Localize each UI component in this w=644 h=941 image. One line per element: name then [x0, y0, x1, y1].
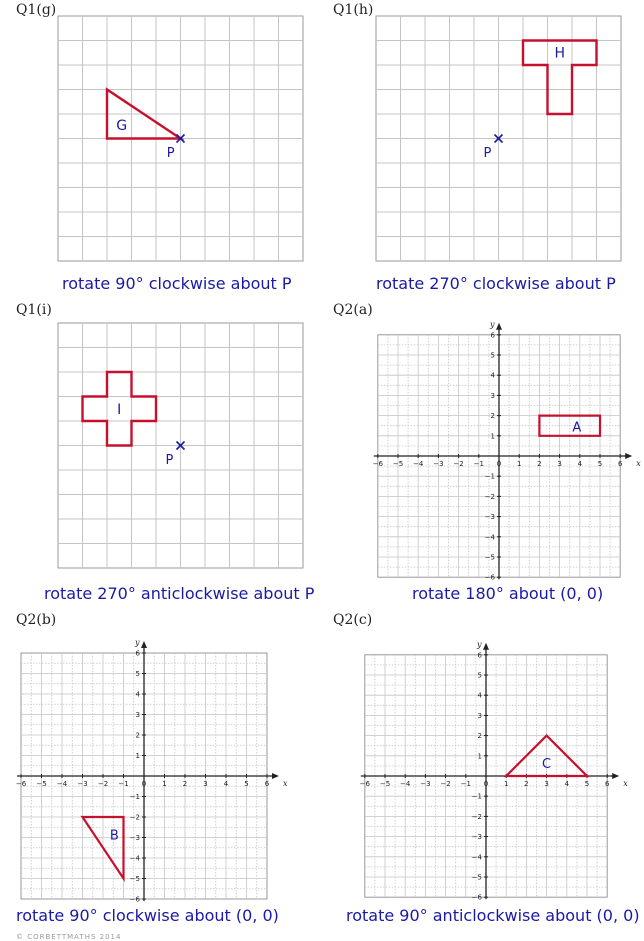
y-tick-label: −6 [471, 893, 482, 902]
x-tick-label: −4 [56, 780, 68, 788]
x-tick-label: −2 [97, 780, 109, 788]
x-axis-arrow-icon [272, 773, 279, 779]
y-tick-label: 6 [490, 331, 495, 340]
question-label-q2a: Q2(a) [333, 302, 373, 318]
x-tick-label: 0 [141, 780, 147, 788]
x-tick-label: −6 [359, 780, 370, 788]
y-axis-arrow-icon [496, 323, 502, 330]
x-tick-label: −5 [36, 780, 47, 788]
x-tick-label: 1 [162, 780, 167, 788]
x-tick-label: 3 [203, 780, 208, 788]
y-tick-label: 1 [477, 752, 482, 761]
x-tick-label: 6 [264, 780, 270, 788]
y-tick-label: 6 [135, 649, 140, 658]
y-axis-label: y [490, 319, 495, 329]
x-tick-label: −3 [77, 780, 88, 788]
x-tick-label: 2 [524, 780, 529, 788]
x-tick-label: −1 [460, 780, 471, 788]
y-tick-label: −2 [129, 813, 140, 822]
y-tick-label: −5 [129, 875, 140, 883]
x-tick-label: 5 [244, 780, 249, 788]
x-tick-label: 1 [516, 460, 522, 468]
y-tick-label: 2 [477, 732, 482, 741]
shape-label-c: C [542, 756, 552, 772]
x-tick-label: 6 [604, 780, 610, 788]
shape-label-i: I [117, 402, 122, 419]
y-tick-label: 5 [490, 351, 495, 360]
y-tick-label: 5 [135, 670, 140, 678]
footer-copyright: © CORBETTMATHS 2014 [16, 933, 122, 941]
y-axis-label: y [477, 639, 482, 649]
y-tick-label: −5 [484, 553, 495, 562]
x-tick-label: −6 [372, 460, 383, 468]
caption-q1g: rotate 90° clockwise about P [62, 274, 292, 293]
x-axis-arrow-icon [625, 453, 632, 459]
question-label-q2b: Q2(b) [16, 612, 57, 628]
y-tick-label: 3 [135, 711, 140, 719]
x-tick-label: 3 [557, 460, 562, 468]
shape-label-a: A [572, 420, 582, 436]
x-tick-label: 2 [182, 780, 188, 788]
caption-q1h: rotate 270° clockwise about P [376, 274, 616, 293]
x-axis-label: x [623, 779, 628, 788]
x-tick-label: −2 [440, 780, 451, 788]
x-tick-label: 5 [584, 780, 590, 788]
y-tick-label: −1 [484, 472, 495, 481]
y-tick-label: 6 [477, 651, 482, 660]
y-tick-label: −4 [129, 854, 140, 863]
x-tick-label: −1 [118, 780, 129, 788]
coord-grid-q2c [360, 640, 629, 902]
x-tick-label: −5 [392, 460, 404, 468]
y-tick-label: −5 [471, 873, 482, 882]
x-tick-label: −3 [420, 780, 431, 788]
y-tick-label: 5 [477, 671, 482, 680]
x-tick-label: −4 [400, 780, 411, 788]
point-label-p-q1h: P [483, 145, 492, 161]
y-tick-label: −3 [471, 833, 482, 842]
coord-grid-q2b [16, 638, 288, 904]
y-tick-label: −2 [471, 812, 482, 821]
x-tick-label: −3 [433, 460, 444, 468]
y-tick-label: −1 [471, 792, 482, 801]
x-tick-label: 4 [564, 780, 570, 788]
x-tick-label: −1 [473, 460, 484, 468]
x-tick-label: −4 [413, 460, 424, 468]
point-label-p-q1i: P [165, 452, 174, 468]
question-label-q1h: Q1(h) [333, 2, 374, 18]
x-tick-label: 2 [537, 460, 542, 468]
y-tick-label: 4 [135, 690, 140, 699]
caption-q2c: rotate 90° anticlockwise about (0, 0) [346, 906, 640, 925]
y-tick-label: −6 [484, 573, 495, 582]
question-label-q1g: Q1(g) [16, 2, 57, 18]
question-label-q2c: Q2(c) [333, 612, 373, 628]
y-tick-label: 3 [477, 711, 482, 720]
y-tick-label: 2 [490, 412, 495, 421]
y-axis-label: y [135, 638, 140, 647]
caption-q2a: rotate 180° about (0, 0) [412, 584, 604, 603]
x-tick-label: −2 [453, 460, 464, 468]
y-tick-label: −6 [129, 895, 140, 904]
y-tick-label: 2 [135, 731, 140, 740]
question-label-q1i: Q1(i) [16, 302, 52, 318]
y-tick-label: −4 [484, 533, 495, 542]
point-label-p-q1g: P [166, 145, 175, 161]
x-axis-label: x [636, 459, 641, 468]
x-tick-label: −5 [379, 780, 391, 788]
coord-grid-q2a [373, 320, 642, 582]
x-tick-label: 0 [483, 780, 489, 788]
y-tick-label: −1 [129, 793, 140, 801]
shape-label-g: G [116, 117, 128, 134]
shape-label-h: H [554, 45, 566, 62]
y-axis-arrow-icon [141, 641, 147, 648]
y-axis-arrow-icon [483, 643, 489, 650]
x-axis-arrow-icon [612, 773, 619, 779]
x-tick-label: 4 [223, 780, 229, 788]
x-tick-label: −6 [15, 780, 27, 788]
y-tick-label: −2 [484, 492, 495, 501]
x-tick-label: 6 [617, 460, 623, 468]
y-tick-label: 3 [490, 391, 495, 400]
caption-q2b: rotate 90° clockwise about (0, 0) [16, 906, 279, 925]
x-tick-label: 3 [544, 780, 549, 788]
y-tick-label: −3 [129, 834, 140, 842]
caption-q1i: rotate 270° anticlockwise about P [44, 584, 315, 603]
y-tick-label: 4 [477, 691, 482, 700]
x-tick-label: 1 [503, 780, 509, 788]
x-tick-label: 0 [496, 460, 502, 468]
x-tick-label: 5 [597, 460, 603, 468]
y-tick-label: 1 [135, 752, 140, 760]
x-axis-label: x [283, 779, 288, 788]
shape-label-b: B [109, 828, 119, 844]
y-tick-label: 1 [490, 432, 495, 441]
x-tick-label: 4 [577, 460, 583, 468]
y-tick-label: 4 [490, 371, 495, 380]
y-tick-label: −3 [484, 513, 495, 522]
y-tick-label: −4 [471, 853, 482, 862]
